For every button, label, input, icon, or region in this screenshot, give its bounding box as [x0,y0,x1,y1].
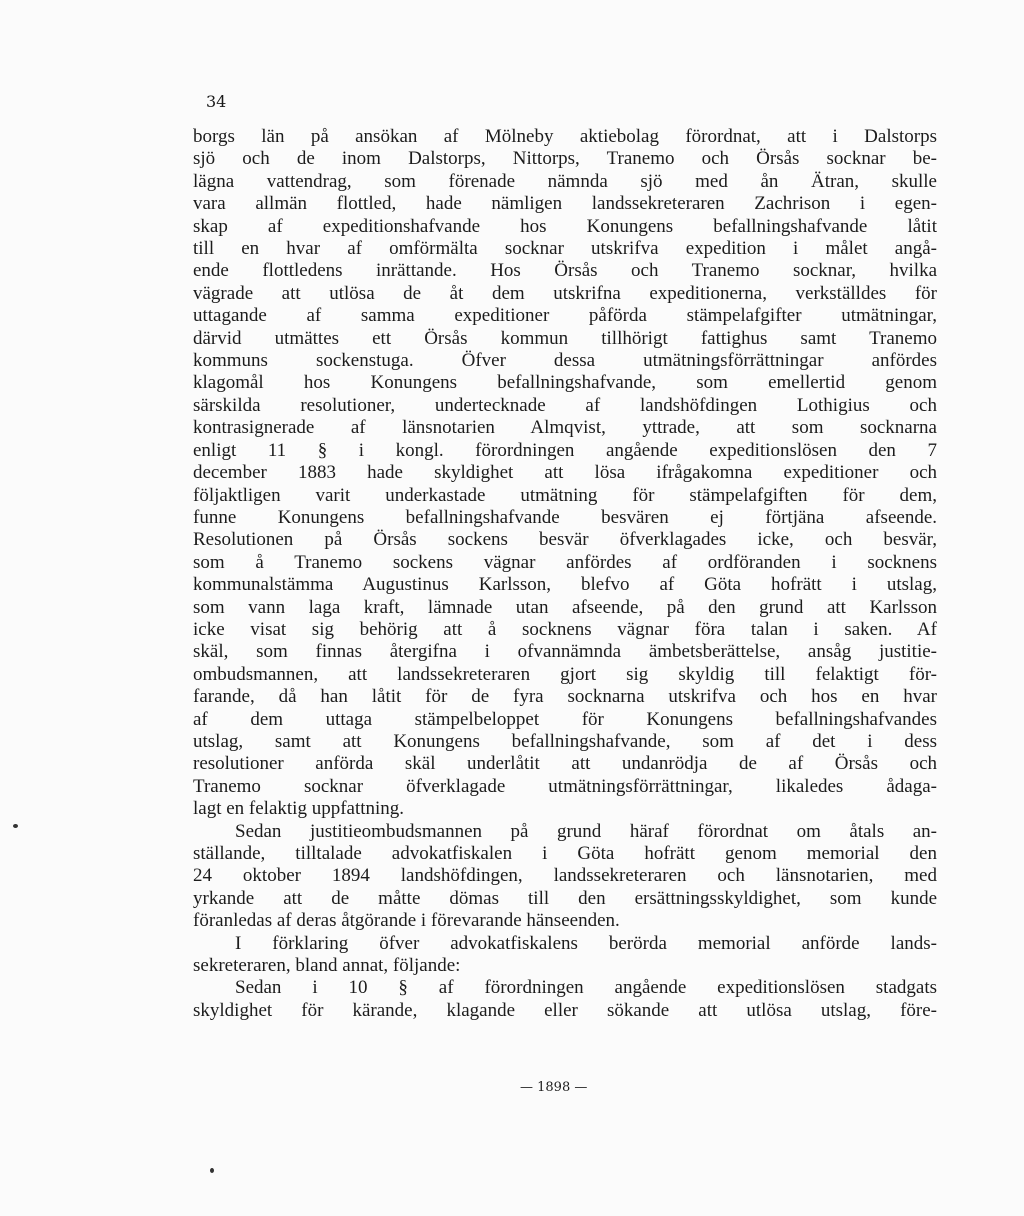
text-line: skäl, som finnas återgifna i ofvannämnda ämbetsberättelse, ansåg justitie- [193,641,937,663]
text-line: vägrade att utlösa de åt dem utskrifna expeditionerna, verkställdes för [193,282,937,304]
text-line: lägna vattendrag, som förenade nämnda sjö med ån Ätran, skulle [193,170,937,192]
text-line: farande, då han låtit för de fyra socknarna utskrifva och hos en hvar [193,686,937,708]
body-text [193,126,937,1022]
text-line: sekreteraren, bland annat, följande: [193,955,461,977]
text-line: Resolutionen på Örsås sockens besvär öfverklagades icke, och besvär, [193,529,937,551]
text-line: till en hvar af omförmälta socknar utskrifva expedition i målet angå- [193,238,937,260]
text-line: skap af expeditionshafvande hos Konungens befallningshafvande låtit [193,215,937,237]
text-line: icke visat sig behörig att å socknens vägnar föra talan i saken. Af [193,618,937,640]
scan-speck [210,1168,214,1173]
text-line: resolutioner anförda skäl underlåtit att undanrödja de af Örsås och [193,753,937,775]
text-line: Sedan justitieombudsmannen på grund häraf förordnat om åtals an- [235,820,937,842]
text-line: kontrasignerade af länsnotarien Almqvist, yttrade, att som socknarna [193,417,937,439]
scan-speck [13,824,18,828]
text-line: klagomål hos Konungens befallningshafvande, som emellertid genom [193,372,937,394]
text-line: Sedan i 10 § af förordningen angående expeditionslösen stadgats [235,977,937,999]
text-line: ombudsmannen, att landssekreteraren gjort sig skyldig till felaktigt för- [193,663,937,685]
text-line: föranledas af deras åtgörande i förevarande hänseenden. [193,910,620,932]
text-line: vara allmän flottled, hade nämligen landssekreteraren Zachrison i egen- [193,193,937,215]
text-line: skyldighet för kärande, klagande eller sökande att utlösa utslag, före- [193,999,937,1021]
page-footer: — 1898 — [520,1080,588,1095]
text-line: ställande, tilltalade advokatfiskalen i Göta hofrätt genom memorial den [193,843,937,864]
text-line: ende flottledens inrättande. Hos Örsås och Tranemo socknar, hvilka [193,260,937,282]
text-line: lagt en felaktig uppfattning. [193,798,405,820]
text-line: som vann laga kraft, lämnade utan afseende, på den grund att Karlsson [193,596,937,618]
text-line: som å Tranemo sockens vägnar anfördes af ordföranden i socknens [193,551,937,573]
text-line: yrkande att de måtte dömas till den ersättningsskyldighet, som kunde [193,887,937,909]
text-line: särskilda resolutioner, undertecknade af landshöfdingen Lothigius och [193,394,937,416]
text-line: borgs län på ansökan af Mölneby aktiebolag förordnat, att i Dalstorps [193,126,937,147]
text-line: 24 oktober 1894 landshöfdingen, landssekreteraren och länsnotarien, med [193,865,937,887]
text-line: därvid utmättes ett Örsås kommun tillhörigt fattighus samt Tranemo [193,327,937,349]
text-line: följaktligen varit underkastade utmätning för stämpelafgiften för dem, [193,484,937,506]
text-line: utslag, samt att Konungens befallningshafvande, som af det i dess [193,730,937,752]
page-number: 34 [206,92,227,111]
text-line: af dem uttaga stämpelbeloppet för Konungens befallningshafvandes [193,708,937,730]
text-line: sjö och de inom Dalstorps, Nittorps, Tranemo och Örsås socknar be- [193,148,937,170]
text-line: december 1883 hade skyldighet att lösa ifrågakomna expeditioner och [193,462,937,484]
text-line: enligt 11 § i kongl. förordningen angående expeditionslösen den 7 [193,439,937,461]
text-line: kommunalstämma Augustinus Karlsson, blefvo af Göta hofrätt i utslag, [193,574,937,596]
text-line: kommuns sockenstuga. Öfver dessa utmätningsförrättningar anfördes [193,350,937,372]
text-line: uttagande af samma expeditioner påförda stämpelafgifter utmätningar, [193,305,937,327]
text-line: Tranemo socknar öfverklagade utmätningsförrättningar, likaledes ådaga- [193,775,937,797]
text-line: funne Konungens befallningshafvande besvären ej förtjäna afseende. [193,506,937,528]
text-line: I förklaring öfver advokatfiskalens berörda memorial anförde lands- [235,932,937,954]
